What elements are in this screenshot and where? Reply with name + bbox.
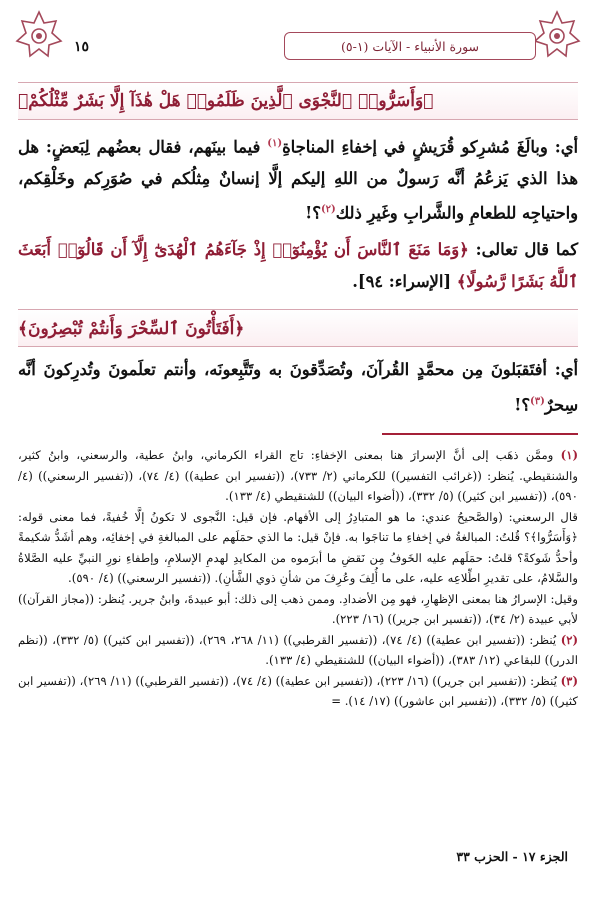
footnote-text: يُنظر: ((تفسير ابن عطية)) (٤/ ٧٤)، ((تفسير القرطبي)) (١١/ ٢٦٨، ٢٦٩)، ((تفسير ابن كثير)) (٥/ ٣٣٢)، ((نظم الدرر)) للبقاعي (١٢/ ٣٨٣)، ((أضواء البيان)) للشنقيطي (٤/ ١٣٣). <box>18 632 578 667</box>
verse-banner <box>18 82 578 120</box>
footnote-2 <box>18 630 578 671</box>
footnote-ref[interactable]: (١) <box>267 138 283 149</box>
paragraph-text: ؟! <box>514 394 531 414</box>
continue-mark: = <box>331 694 341 708</box>
footnote-ref[interactable]: (٢) <box>320 204 336 216</box>
paragraph-text: أي: وبالَغَ مُشرِكو قُرَيشٍ في إخفاءِ المناجاةِ <box>282 137 578 157</box>
surah-title: سورة الأنبياء - الآيات (١-٥) <box>284 32 536 60</box>
verse-banner <box>18 309 578 347</box>
paragraph-text: [الإسراء: ٩٤]. <box>352 271 457 291</box>
page-header <box>14 6 582 62</box>
footnote-text: وممَّن ذهَب إلى أنَّ الإسرارَ هنا بمعنى الإخفاءِ: تاج القراء الكرماني، وابنُ عطية، والرسعني، وابنُ كثير، والشنقيطي. يُنظر: ((غرائب التفسير)) للكرماني (٢/ ٧٣٣)، ((تفسير ابن عطية)) (٤/ ٧٤)، ((تفسير الرسعني)) (٤/ ٥٩٠)، ((تفسير ابن كثير)) (٥/ ٣٣٢)، ((أضواء البيان)) للشنقيطي (٤/ ١٣٣). <box>18 448 579 503</box>
paragraph-text: كما قال تعالى: <box>468 240 578 259</box>
footnote-number: (١) <box>560 448 578 462</box>
corner-ornament-icon <box>14 9 64 59</box>
paragraph-text: ؟! <box>305 203 321 223</box>
verse-text: ﴿أَفَتَأْتُونَ ٱلسِّحْرَ وَأَنتُمْ تُبْصِرُونَ﴾ <box>18 318 245 339</box>
footnote-3 <box>18 671 578 712</box>
footnote-1-continued: وقيل: الإسرارُ هنا بمعنى الإظهارِ، فهو مِن الأضدادِ. وممن ذهب إلى ذلك: أبو عبيدةَ، وابنُ جرير. يُنظر: ((مجاز القرآن)) لأبي عبيدة (٢/ ٣٤)، ((تفسير ابن جرير)) (١٦/ ٢٢٣). <box>18 591 578 626</box>
footnote-separator <box>382 433 578 435</box>
page-number: ١٥ <box>74 39 90 55</box>
footnotes <box>18 445 578 712</box>
footnote-1-continued: قال الرسعني: (والصَّحيحُ عندي: ما هو المتبادِرُ إلى الأفهام. فإن قيل: النَّجوى لا تكونُ إلَّا خُفيةً، فما معنى قوله: ﴿وَأَسَرُّوا﴾؟ قُلتُ: المبالغةُ في إخفاءِ ما تناجَوا به. فإنْ قيل: ما الذي حمَلَهم على المبالغةِ في إخفائِه، وهم أشَدُّ شكيمةً وأحدُّ شَوكةً؟ قلتُ: حمَلَهم عليه الخَوفُ مِن نَقضِ ما أبرَموه من المكايدِ لهدمِ الإسلامِ، وإطفاءِ نورِ النبيِّ عليه الصَّلاةُ والسَّلامُ، على تقديرِ اطِّلاعِه عليه، على ما أُلِفَ وعُرِفَ من شأنِ ذوي الشَّأنِ). ((تفسير الرسعني)) (٤/ ٥٩٠). <box>18 509 578 585</box>
footnote-1 <box>18 445 578 507</box>
page-footer: الجزء ١٧ - الحزب ٣٣ <box>456 849 568 864</box>
footnote-ref[interactable]: (٣) <box>530 395 545 407</box>
footnote-number: (٣) <box>560 673 578 688</box>
tafsir-paragraph <box>18 128 578 229</box>
verse-text: ﴿وَأَسَرُّوا۟ ٱلنَّجْوَى ٱلَّذِينَ ظَلَمُوا۟ هَلْ هَٰذَآ إِلَّا بَشَرٌ مِّثْلُكُمْ﴾ <box>18 91 434 111</box>
tafsir-paragraph <box>18 234 578 297</box>
tafsir-paragraph <box>18 354 578 420</box>
footnote-text: يُنظر: ((تفسير ابن جرير)) (١٦/ ٢٢٣)، ((تفسير ابن عطية)) (٤/ ٧٤)، ((تفسير القرطبي)) (١١/ ٢٦٩)، ((تفسير ابن كثير)) (٥/ ٣٣٢)، ((تفسير ابن عاشور)) (١٧/ ١٤). <box>18 673 578 708</box>
paragraph-text: أي: أفتَقبَلونَ مِن محمَّدٍ القُرآنَ، وتُصَدِّقونَ به وتَتَّبِعونَه، وأنتم تعلَمونَ وتُدرِكونَ أنَّه سِحرٌ <box>18 360 578 414</box>
paragraph-text: فيما بينَهم، فقال بعضُهم لِبَعضٍ: هل هذا الذي يَزعُمُ أنَّه رَسولٌ من اللهِ إليكم إلَّا إنسانٌ مِثلُكم في صُوَرِكم وخَلْقِكم، واحتياجِه للطعامِ والشَّرابِ وغَيرِ ذلك <box>18 137 578 223</box>
footnote-number: (٢) <box>560 632 579 647</box>
corner-ornament-icon <box>532 9 582 59</box>
quran-quote: ﴿وَمَا مَنَعَ ٱلنَّاسَ أَن يُؤْمِنُوٓا۟ إِذْ جَآءَهُمُ ٱلْهُدَىٰٓ إِلَّآ أَن قَالُوٓا۟ أَبَعَثَ ٱللَّهُ بَشَرًا رَّسُولًا﴾ <box>18 240 578 291</box>
